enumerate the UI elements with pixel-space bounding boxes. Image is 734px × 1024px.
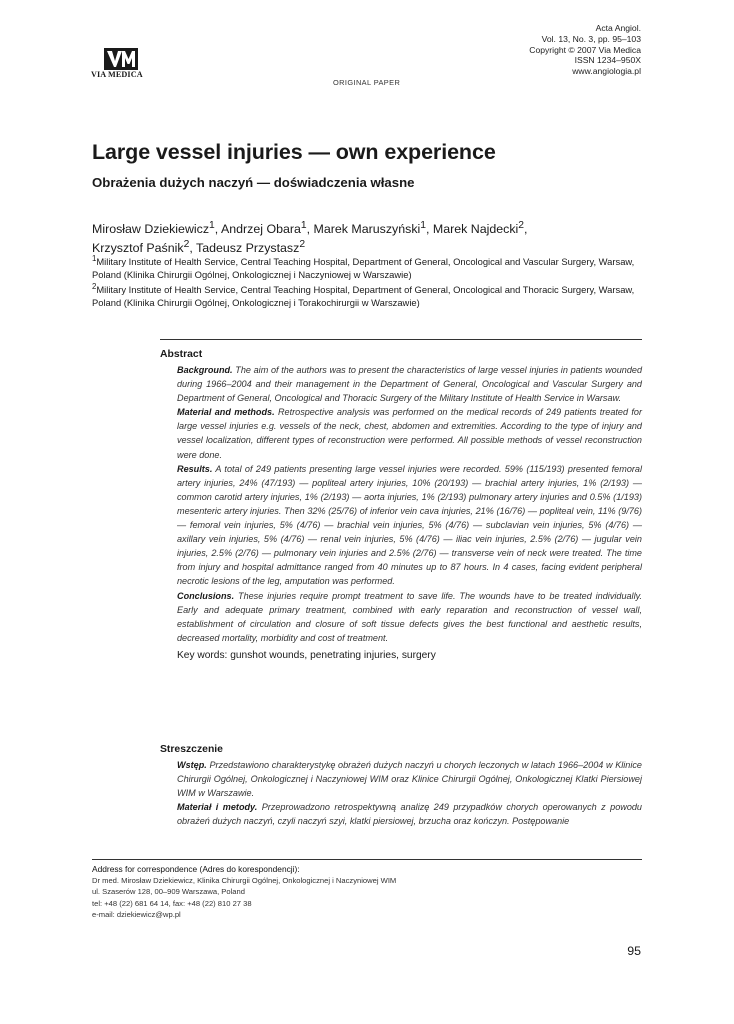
- affiliation-text: Military Institute of Health Service, Central Teaching Hospital, Department of General, Oncological and Thoracic Surgery, Warsaw, Poland (Klinika Chirurgii Ogólnej, Onkologicznej i Torakochirurgii w Warszawie): [92, 284, 635, 308]
- article-subtitle: Obrażenia dużych naczyń — doświadczenia własne: [92, 175, 415, 190]
- author-name: Mirosław Dziekiewicz: [92, 222, 210, 237]
- streszczenie-material: [160, 800, 642, 828]
- abstract-top-rule: [160, 339, 642, 340]
- author-name: Marek Najdecki: [432, 222, 519, 237]
- author-list: Mirosław Dziekiewicz$^1$, Andrzej Obara$^1$, Marek Maruszyński$^1$, Marek Najdecki$^2$, Krzysztof Paśnik$^2$, Tadeusz Przystasz$^2$: [92, 220, 528, 256]
- section-lead: Wstęp.: [177, 760, 207, 770]
- correspondence-line: tel: +48 (22) 681 64 14, fax: +48 (22) 810 27 38: [92, 898, 252, 908]
- author-name: Krzysztof Paśnik: [92, 241, 184, 256]
- journal-info-line: Vol. 13, No. 3, pp. 95–103: [541, 33, 641, 44]
- correspondence-heading: Address for correspondence (Adres do korespondencji):: [92, 864, 300, 874]
- affiliation-item: [92, 253, 652, 281]
- via-medica-logo-icon: [104, 48, 138, 70]
- abstract-conclusions: [160, 589, 642, 645]
- author-affiliation-mark: 1: [300, 220, 307, 231]
- paper-type-label: ORIGINAL PAPER: [333, 78, 401, 87]
- correspondence-block: [92, 864, 652, 920]
- abstract-results: [160, 462, 642, 589]
- logo-text: VIA MEDICA: [91, 70, 143, 79]
- section-text: Przedstawiono charakterystykę obrażeń dużych naczyń u chorych leczonych w latach 1966–2004 w Klinice Chirurgii Ogólnej, Onkologicznej i Naczyniowej WIM oraz Klinice Chirurgii Ogólnej, Onkologicznej Klatki Piersiowej WIM w Warszawie.: [177, 760, 642, 799]
- correspondence-email[interactable]: e-mail: dziekiewicz@wp.pl: [92, 909, 181, 919]
- correspondence-line: Dr med. Mirosław Dziekiewicz, Klinika Chirurgii Ogólnej, Onkologicznej i Naczyniowej WIM: [92, 876, 397, 886]
- section-lead: Conclusions.: [177, 590, 235, 601]
- section-lead: Background.: [177, 365, 233, 375]
- via-medica-logo: [91, 48, 153, 79]
- section-text: The aim of the authors was to present the characteristics of large vessel injuries in patients wounded during 1966–2004 and their management in the Department of General, Oncological and Vascular Surgery and Department of General, Oncological and Thoracic Surgery of the Military Institute of Health Service in Warsaw.: [177, 365, 642, 404]
- author-affiliation-mark: 1: [209, 220, 215, 231]
- section-text: Retrospective analysis was performed on the medical records of 249 patients treated for large vessel injuries e.g. vessels of the neck, chest, abdomen and extremities. According to the type of injury and vessel localization, different types of reconstruction were performed. All possible methods of vessel reconstruction were done.: [177, 407, 642, 460]
- affiliation-item: [92, 281, 652, 309]
- section-lead: Material and methods.: [177, 407, 275, 418]
- streszczenie-section: [160, 743, 642, 828]
- section-lead: Results.: [177, 463, 213, 474]
- affiliation-list: [92, 253, 652, 309]
- correspondence-line: ul. Szaserów 128, 00–909 Warszawa, Poland: [92, 887, 245, 897]
- author-affiliation-mark: 2: [299, 239, 306, 251]
- author-affiliation-mark: 2: [518, 220, 525, 231]
- affiliation-number: 1: [92, 254, 97, 263]
- journal-info-line: Copyright © 2007 Via Medica: [529, 44, 641, 55]
- article-title: Large vessel injuries — own experience: [92, 140, 496, 164]
- page-number: 95: [627, 944, 641, 958]
- journal-website-link[interactable]: www.angiologia.pl: [572, 66, 641, 77]
- author-name: Tadeusz Przystasz: [196, 241, 300, 256]
- streszczenie-heading: Streszczenie: [160, 744, 223, 755]
- affiliation-number: 2: [92, 282, 97, 292]
- affiliation-text: Military Institute of Health Service, Central Teaching Hospital, Department of General, Oncological and Vascular Surgery, Warsaw, Poland (Klinika Chirurgii Ogólnej, Onkologicznej i Naczyniowej w Warszawie): [92, 256, 635, 280]
- footer-rule: [92, 859, 642, 860]
- journal-info-line: Acta Angiol.: [595, 23, 641, 33]
- section-text: A total of 249 patients presenting large vessel injuries were recorded. 59% (115/193) presented femoral artery injuries, 24% (47/193) — popliteal artery injuries, 10% (20/193) — brachial artery injuries, 1% (2/193) — common carotid artery injuries, 1% (2/193) — aorta injuries, 1% (2/193) pulmonary artery injuries and 0.5% (1/193) mesenteric artery injuries. Then 32% (25/76) of inferior vein cava injuries, 21% (16/76) — popliteal vein, 11% (9/76) — femoral vein injuries, 5% (4/76) — brachial vein injuries, 5% (4/76) — subclavian vein injuries, 5% (4/76) — axillary vein injuries, 5% (4/76) — renal vein injuries, 5% (4/76) — iliac vein injuries, 2.5% (2/76) — jugular vein injuries, 2.5% (2/76) — pulmonary vein injuries and 2.5% (2/76) — transverse vein of neck were treated. The time from injury and hospital admittance ranged from 40 minutes up to 87 hours. In 4 cases, facing evident peripheral necrotic lesions of the leg, amputation was performed.: [177, 463, 642, 587]
- abstract-methods: [160, 405, 642, 461]
- journal-info-line: ISSN 1234–950X: [574, 55, 641, 66]
- section-text: These injuries require prompt treatment to save life. The wounds have to be treated individually. Early and adequate primary treatment, combined with early reparation and reconstruction of vessel wall, establishment of circulation and closure of soft tissue defects gives the best functional and aesthetic results, decreased mortality, morbidity and cost of treatment.: [177, 590, 642, 643]
- keywords: Key words: gunshot wounds, penetrating injuries, surgery: [177, 649, 436, 661]
- journal-info: [529, 23, 641, 77]
- author-name: Andrzej Obara: [221, 222, 301, 237]
- author-name: Marek Maruszyński: [313, 222, 421, 237]
- author-affiliation-mark: 1: [420, 220, 427, 231]
- section-text: Przeprowadzono retrospektywną analizę 249 przypadków chorych operowanych z powodu obrażeń dużych naczyń, czyli naczyń szyi, klatki piersiowej, brzucha oraz kończyn. Postępowanie: [177, 802, 642, 827]
- section-lead: Materiał i metody.: [177, 802, 258, 813]
- streszczenie-wstep: [160, 758, 642, 800]
- abstract-heading: Abstract: [160, 349, 203, 360]
- abstract-background: [160, 363, 642, 405]
- author-affiliation-mark: 2: [183, 239, 190, 251]
- abstract-section: [160, 348, 642, 663]
